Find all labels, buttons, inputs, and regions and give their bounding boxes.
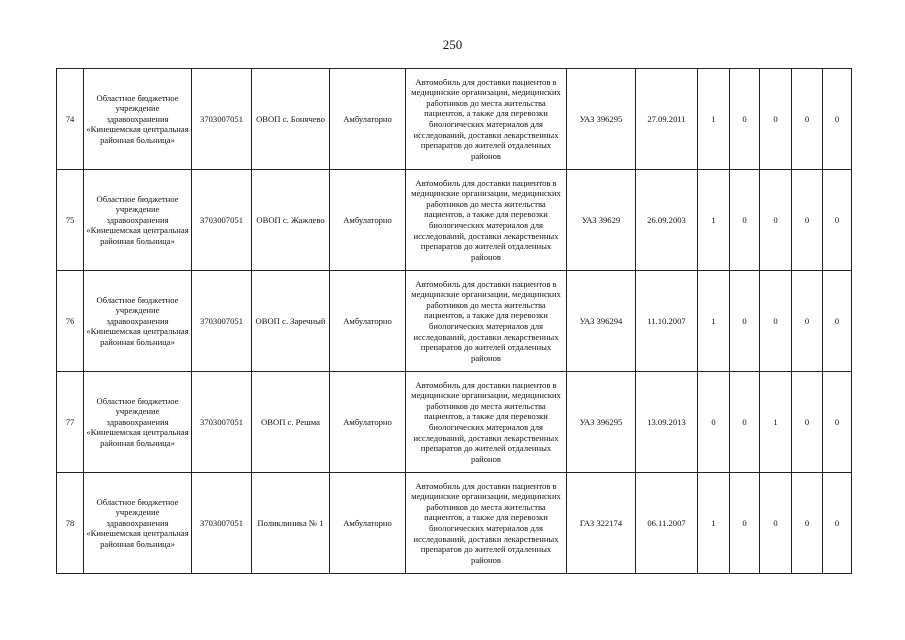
vehicle-model: ГАЗ 322174 (567, 473, 636, 574)
count-column-1: 1 (698, 69, 730, 170)
organization-name: Областное бюджетное учреждение здравоохранения «Кинешемская центральная районная больница» (84, 372, 192, 473)
count-column-2: 0 (730, 69, 760, 170)
care-conditions: Амбулаторно (330, 69, 406, 170)
subdivision-name: ОВОП с. Бонячево (252, 69, 330, 170)
count-column-4: 0 (792, 69, 823, 170)
organization-name: Областное бюджетное учреждение здравоохранения «Кинешемская центральная районная больница» (84, 473, 192, 574)
subdivision-name: ОВОП с. Решма (252, 372, 330, 473)
row-number: 78 (57, 473, 84, 574)
count-column-4: 0 (792, 170, 823, 271)
count-column-5: 0 (823, 372, 852, 473)
count-column-1: 0 (698, 372, 730, 473)
organization-code: 3703007051 (192, 69, 252, 170)
commission-date: 13.09.2013 (636, 372, 698, 473)
subdivision-name: ОВОП с. Жажлево (252, 170, 330, 271)
table-row (57, 271, 852, 372)
care-conditions: Амбулаторно (330, 473, 406, 574)
count-column-3: 1 (760, 372, 792, 473)
count-column-1: 1 (698, 473, 730, 574)
table-row (57, 170, 852, 271)
table-body (57, 69, 852, 574)
count-column-5: 0 (823, 170, 852, 271)
count-column-4: 0 (792, 372, 823, 473)
vehicle-model: УАЗ 396294 (567, 271, 636, 372)
vehicle-model: УАЗ 396295 (567, 372, 636, 473)
care-conditions: Амбулаторно (330, 170, 406, 271)
count-column-3: 0 (760, 170, 792, 271)
vehicle-purpose: Автомобиль для доставки пациентов в медицинские организации, медицинских работников до места жительства пациентов, а также для перевозки биологических материалов для исследований, доставки лекарственных препаратов до жителей отдаленных районов (406, 69, 567, 170)
count-column-4: 0 (792, 271, 823, 372)
organization-code: 3703007051 (192, 170, 252, 271)
care-conditions: Амбулаторно (330, 271, 406, 372)
commission-date: 06.11.2007 (636, 473, 698, 574)
table-row (57, 372, 852, 473)
row-number: 76 (57, 271, 84, 372)
vehicle-model: УАЗ 396295 (567, 69, 636, 170)
organization-name: Областное бюджетное учреждение здравоохранения «Кинешемская центральная районная больница» (84, 170, 192, 271)
vehicle-purpose: Автомобиль для доставки пациентов в медицинские организации, медицинских работников до места жительства пациентов, а также для перевозки биологических материалов для исследований, доставки лекарственных препаратов до жителей отдаленных районов (406, 170, 567, 271)
commission-date: 11.10.2007 (636, 271, 698, 372)
subdivision-name: ОВОП с. Заречный (252, 271, 330, 372)
count-column-3: 0 (760, 473, 792, 574)
count-column-2: 0 (730, 372, 760, 473)
care-conditions: Амбулаторно (330, 372, 406, 473)
vehicle-purpose: Автомобиль для доставки пациентов в медицинские организации, медицинских работников до места жительства пациентов, а также для перевозки биологических материалов для исследований, доставки лекарственных препаратов до жителей отдаленных районов (406, 473, 567, 574)
vehicle-model: УАЗ 39629 (567, 170, 636, 271)
commission-date: 26.09.2003 (636, 170, 698, 271)
organization-name: Областное бюджетное учреждение здравоохранения «Кинешемская центральная районная больница» (84, 271, 192, 372)
table-row (57, 473, 852, 574)
row-number: 74 (57, 69, 84, 170)
organization-name: Областное бюджетное учреждение здравоохранения «Кинешемская центральная районная больница» (84, 69, 192, 170)
commission-date: 27.09.2011 (636, 69, 698, 170)
count-column-1: 1 (698, 271, 730, 372)
count-column-3: 0 (760, 69, 792, 170)
row-number: 75 (57, 170, 84, 271)
table-row (57, 69, 852, 170)
organization-code: 3703007051 (192, 473, 252, 574)
count-column-3: 0 (760, 271, 792, 372)
vehicle-purpose: Автомобиль для доставки пациентов в медицинские организации, медицинских работников до места жительства пациентов, а также для перевозки биологических материалов для исследований, доставки лекарственных препаратов до жителей отдаленных районов (406, 271, 567, 372)
count-column-2: 0 (730, 271, 760, 372)
organization-code: 3703007051 (192, 372, 252, 473)
count-column-4: 0 (792, 473, 823, 574)
subdivision-name: Поликлиника № 1 (252, 473, 330, 574)
page-number: 250 (442, 37, 463, 52)
organization-code: 3703007051 (192, 271, 252, 372)
vehicle-registry-table (56, 68, 852, 574)
count-column-5: 0 (823, 271, 852, 372)
count-column-1: 1 (698, 170, 730, 271)
count-column-2: 0 (730, 170, 760, 271)
row-number: 77 (57, 372, 84, 473)
count-column-2: 0 (730, 473, 760, 574)
count-column-5: 0 (823, 69, 852, 170)
vehicle-purpose: Автомобиль для доставки пациентов в медицинские организации, медицинских работников до места жительства пациентов, а также для перевозки биологических материалов для исследований, доставки лекарственных препаратов до жителей отдаленных районов (406, 372, 567, 473)
count-column-5: 0 (823, 473, 852, 574)
